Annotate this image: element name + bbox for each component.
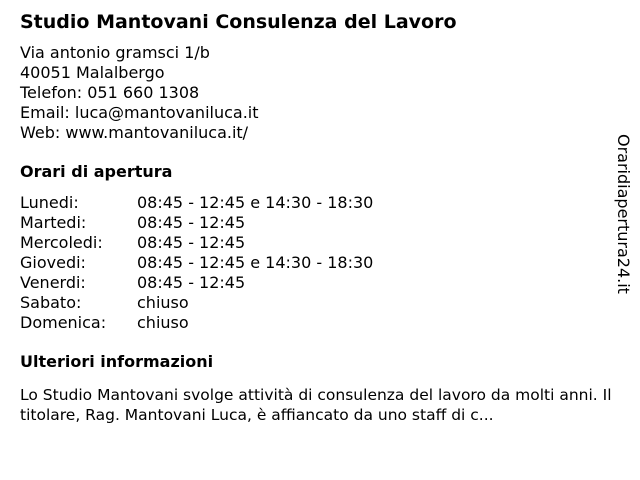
additional-info-heading: Ulteriori informazioni [20, 352, 214, 371]
address-street: Via antonio gramsci 1/b [20, 43, 210, 62]
day-label: Giovedi: [20, 253, 86, 272]
hours-row-thursday [20, 253, 620, 273]
business-card [20, 10, 620, 425]
hours-row-wednesday [20, 233, 620, 253]
hours-row-saturday [20, 293, 620, 313]
phone-number: Telefon: 051 660 1308 [20, 83, 200, 102]
time-value: 08:45 - 12:45 [137, 233, 246, 252]
time-value: chiuso [137, 293, 189, 312]
time-value: 08:45 - 12:45 e 14:30 - 18:30 [137, 193, 374, 212]
hours-row-friday [20, 273, 620, 293]
site-watermark: Oraridiapertura24.it [614, 134, 633, 294]
hours-row-tuesday [20, 213, 620, 233]
additional-info-text: Lo Studio Mantovani svolge attività di consulenza del lavoro da molti anni. Il titolare, Rag. Mantovani Luca, è affiancato da uno staff di c... [20, 386, 612, 424]
time-value: 08:45 - 12:45 e 14:30 - 18:30 [137, 253, 374, 272]
contact-block [20, 43, 620, 143]
time-value: 08:45 - 12:45 [137, 213, 246, 232]
website: Web: www.mantovaniluca.it/ [20, 123, 249, 142]
day-label: Domenica: [20, 313, 107, 332]
opening-hours-heading: Orari di apertura [20, 162, 173, 181]
email-address: Email: luca@mantovaniluca.it [20, 103, 259, 122]
opening-hours-table [20, 193, 620, 333]
address-city: 40051 Malalbergo [20, 63, 165, 82]
day-label: Mercoledi: [20, 233, 103, 252]
day-label: Venerdi: [20, 273, 86, 292]
business-name: Studio Mantovani Consulenza del Lavoro [20, 11, 457, 33]
day-label: Sabato: [20, 293, 82, 312]
hours-row-sunday [20, 313, 620, 333]
day-label: Martedi: [20, 213, 87, 232]
time-value: 08:45 - 12:45 [137, 273, 246, 292]
hours-row-monday [20, 193, 620, 213]
time-value: chiuso [137, 313, 189, 332]
day-label: Lunedi: [20, 193, 79, 212]
